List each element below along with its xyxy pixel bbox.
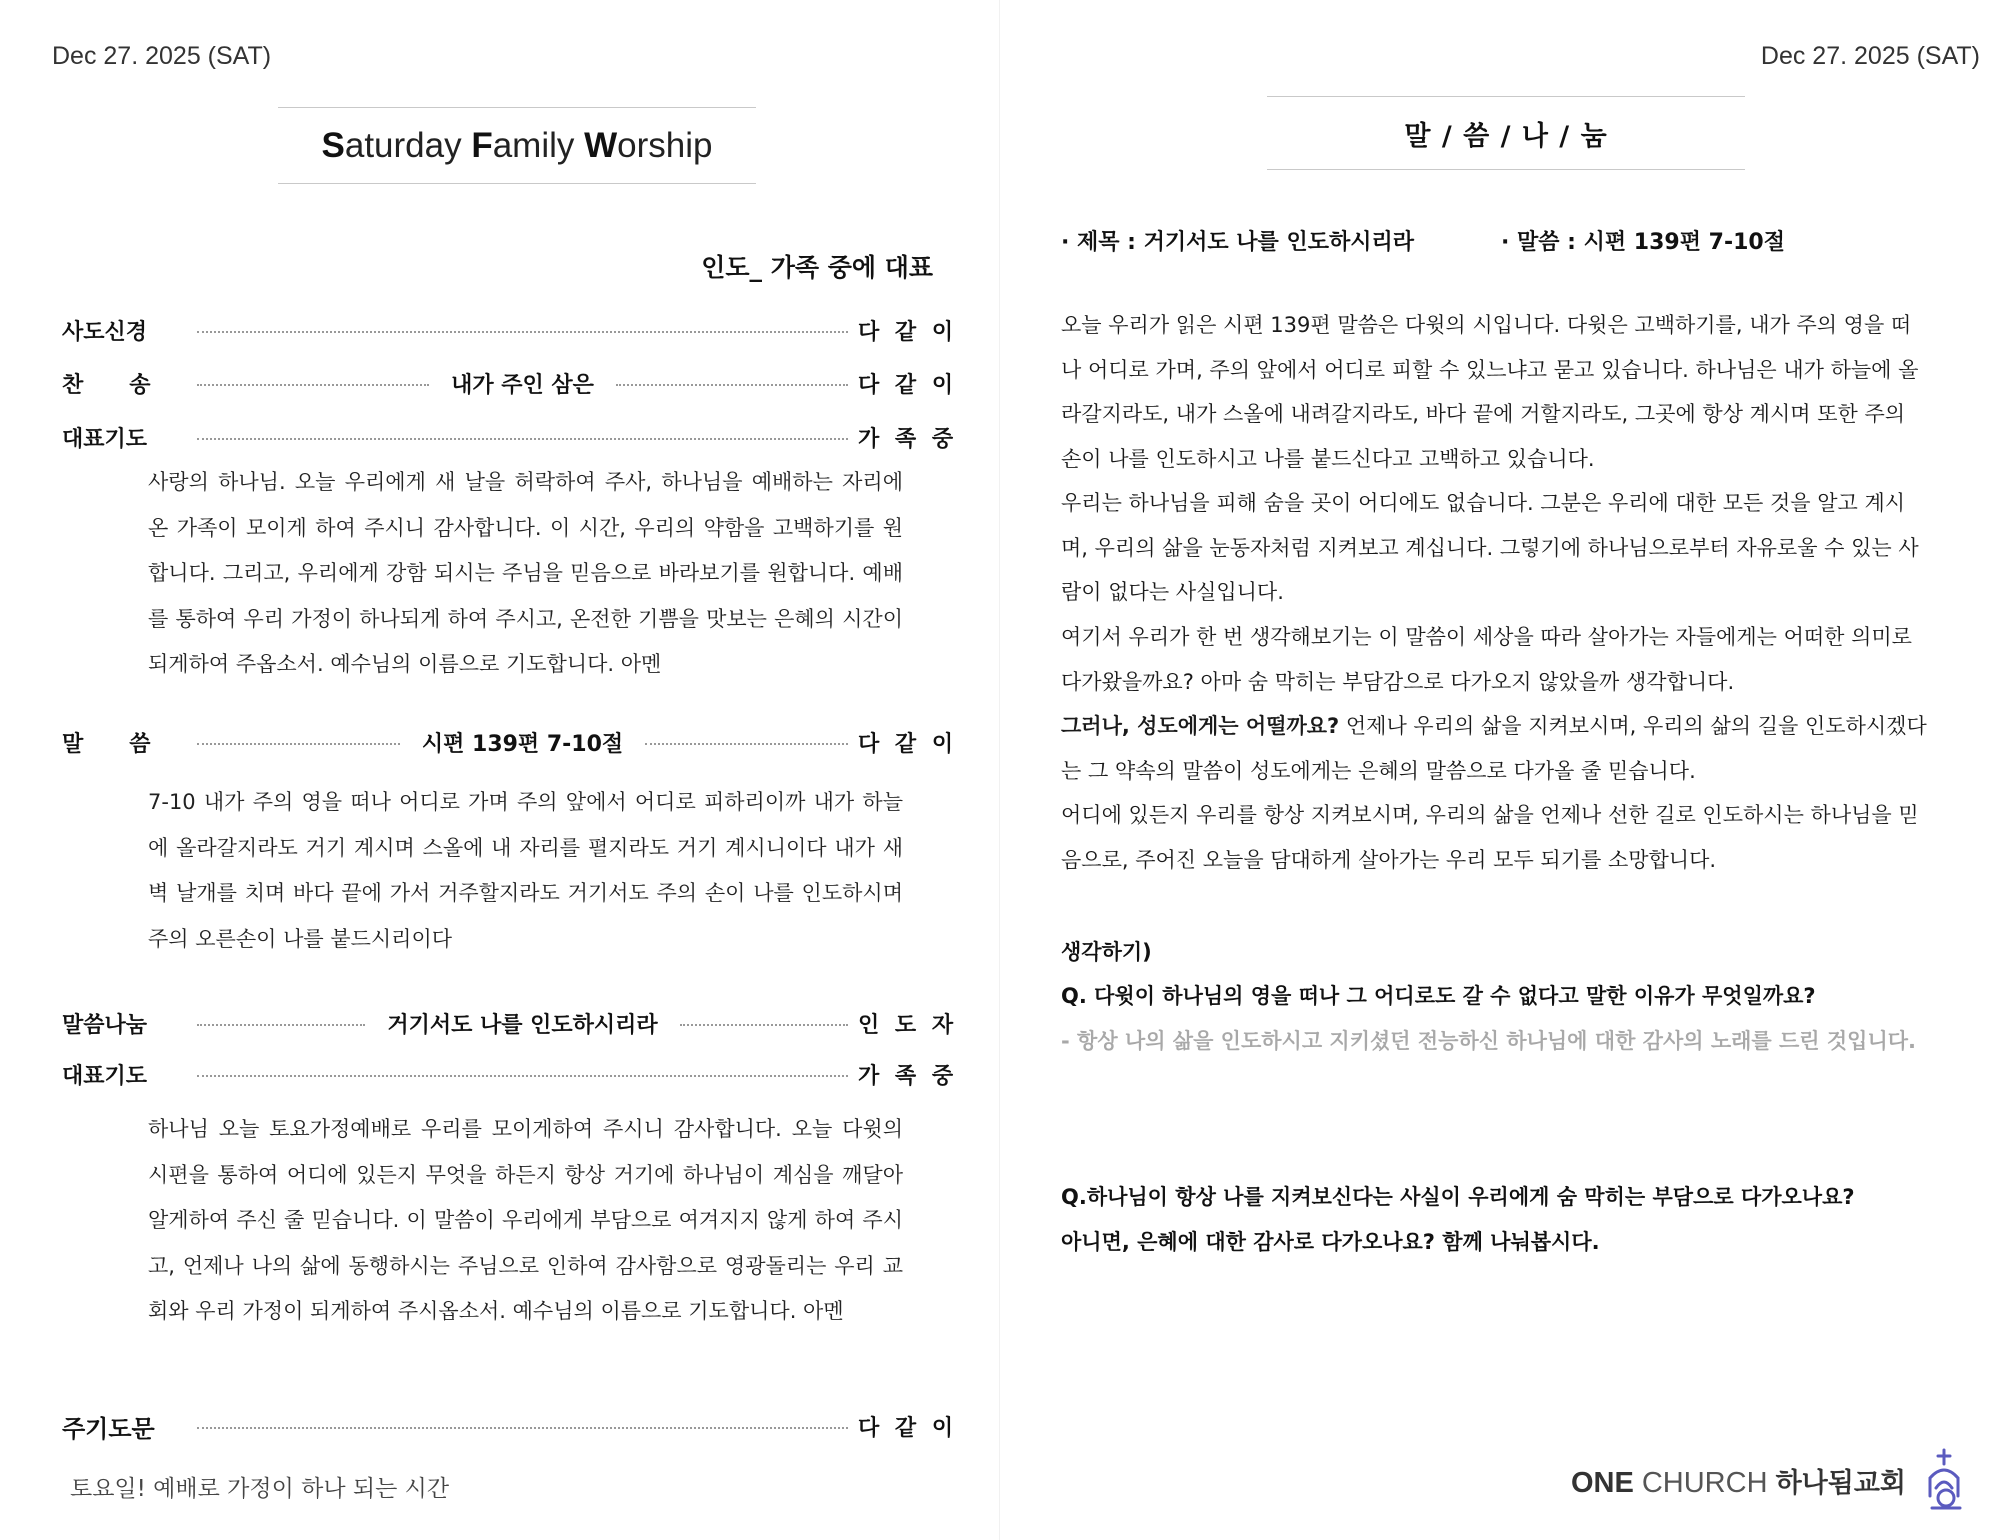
date-left: Dec 27. 2025 (SAT) (52, 42, 272, 70)
order-label: 대표기도 (62, 426, 148, 452)
sermon-paragraph-5: 어디에 있든지 우리를 항상 지켜보시며, 우리의 삶을 언제나 선한 길로 인도하시는 하나님을 믿음으로, 주어진 오늘을 담대하게 살아가는 우리 모두 되기를 소망합니다. (1061, 803, 1919, 872)
dotted-leader (197, 331, 848, 333)
order-row-lords-prayer (62, 1407, 958, 1445)
question-2-line-1: Q.하나님이 항상 나를 지켜보신다는 사실이 우리에게 숨 막히는 부담으로 다가오나요? (1061, 1185, 1855, 1209)
church-logo-text: ONE CHURCH 하나됨교회 (1570, 1466, 1906, 1499)
prayer-text-2: 하나님 오늘 토요가정예배로 우리를 모이게하여 주시니 감사합니다. 오늘 다윗의 시편을 통하여 어디에 있든지 무엇을 하든지 항상 거기에 하나님이 계심을 깨달아 알게하여 주신 줄 믿습니다. 이 말씀이 우리에게 부담으로 여겨지지 않게 하여 주시고, 언제나 나의 삶에 동행하시는 주님으로 인하여 감사함으로 영광돌리는 우리 교회와 우리 가정이 되게하여 주시옵소서. 예수님의 이름으로 기도합니다. 아멘 (148, 1117, 903, 1323)
sharing-title: 거기서도 나를 인도하시리라 (387, 1012, 658, 1038)
sermon-info (1061, 225, 1785, 256)
dotted-leader (680, 1024, 848, 1026)
dotted-leader (645, 743, 848, 745)
sermon-subject: · 제목 : 거기서도 나를 인도하시리라 (1061, 230, 1414, 255)
dotted-leader (197, 1024, 365, 1026)
scripture-text: 7-10 내가 주의 영을 떠나 어디로 가며 주의 앞에서 어디로 피하리이까 내가 하늘에 올라갈지라도 거기 계시며 스올에 내 자리를 펼지라도 거기 계시니이다 내가 새벽 날개를 치며 바다 끝에 가서 거주할지라도 거기서도 주의 손이 나를 인도하시며 주의 오른손이 나를 붙드시리이다 (148, 790, 903, 951)
question-2-line-2: 아니면, 은혜에 대한 감사로 다가오나요? 함께 나눠봅시다. (1061, 1230, 1600, 1254)
dotted-leader (197, 384, 429, 386)
order-who: 다 같 이 (858, 319, 958, 345)
sermon-passage: · 말씀 : 시편 139편 7-10절 (1501, 230, 1785, 255)
order-who: 다 같 이 (858, 372, 958, 398)
scripture-ref: 시편 139편 7-10절 (421, 731, 624, 757)
worship-title-box (278, 107, 756, 184)
order-label: 대표기도 (62, 1063, 148, 1089)
order-who: 인 도 자 (858, 1012, 958, 1038)
order-row-scripture (62, 723, 958, 761)
sermon-paragraph-4: 그러나, 성도에게는 어떨까요? 언제나 우리의 삶을 지켜보시며, 우리의 삶의 길을 인도하시겠다는 그 약속의 말씀이 성도에게는 은혜의 말씀으로 다가올 줄 믿습니다. (1061, 714, 1927, 783)
order-row-sharing (62, 1004, 958, 1042)
order-who: 다 같 이 (858, 1415, 958, 1441)
order-row-prayer-2 (62, 1055, 958, 1093)
sermon-paragraph-2: 우리는 하나님을 피해 숨을 곳이 어디에도 없습니다. 그분은 우리에 대한 모든 것을 알고 계시며, 우리의 삶을 눈동자처럼 지켜보고 계십니다. 그렇기에 하나님으로부터 자유로울 수 있는 사람이 없다는 사실입니다. (1061, 491, 1919, 604)
dotted-leader (197, 438, 848, 440)
order-label: 말 씀 (62, 731, 151, 757)
right-page (999, 0, 1998, 1540)
dotted-leader (197, 1427, 848, 1429)
dotted-leader (197, 743, 400, 745)
dotted-leader (197, 1075, 848, 1077)
church-cross-icon (1920, 1448, 1968, 1512)
prayer-text-1: 사랑의 하나님. 오늘 우리에게 새 날을 허락하여 주사, 하나님을 예배하는 자리에 온 가족이 모이게 하여 주시니 감사합니다. 이 시간, 우리의 약함을 고백하기를 원합니다. 그리고, 우리에게 강함 되시는 주님을 믿음으로 바라보기를 원합니다. 예배를 통하여 우리 가정이 하나되게 하여 주시고, 온전한 기쁨을 맛보는 은혜의 시간이 되게하여 주옵소서. 예수님의 이름으로 기도합니다. 아멘 (148, 470, 903, 676)
leader-note: 인도_ 가족 중에 대표 (701, 253, 933, 282)
order-row-creed (62, 311, 958, 349)
sharing-heading: 말 / 씀 / 나 / 눔 (1404, 120, 1608, 152)
date-right: Dec 27. 2025 (SAT) (1760, 42, 1980, 70)
sharing-title-box (1267, 96, 1745, 170)
order-who: 가 족 중 (858, 426, 958, 452)
sermon-paragraph-3: 여기서 우리가 한 번 생각해보기는 이 말씀이 세상을 따라 살아가는 자들에게는 어떠한 의미로 다가왔을까요? 아마 숨 막히는 부담감으로 다가오지 않았을까 생각합니다. (1061, 625, 1912, 694)
dotted-leader (616, 384, 848, 386)
hymn-title: 내가 주인 삼은 (451, 372, 594, 398)
order-row-prayer-1 (62, 418, 958, 456)
order-label: 사도신경 (62, 319, 148, 345)
order-label: 찬 송 (62, 372, 151, 398)
order-row-hymn (62, 364, 958, 402)
sermon-paragraph-1: 오늘 우리가 읽은 시편 139편 말씀은 다윗의 시입니다. 다윗은 고백하기를, 내가 주의 영을 떠나 어디로 가며, 주의 앞에서 어디로 피할 수 있느냐고 묻고 있습니다. 하나님은 내가 하늘에 올라갈지라도, 내가 스올에 내려갈지라도, 바다 끝에 거할지라도, 그곳에 항상 계시며 또한 주의 손이 나를 인도하시고 나를 붙드신다고 고백하고 있습니다. (1061, 313, 1919, 471)
think-label: 생각하기) (1061, 940, 1152, 964)
order-who: 가 족 중 (858, 1063, 958, 1089)
church-logo (1571, 1448, 1968, 1512)
answer-1: - 항상 나의 삶을 인도하시고 지키셨던 전능하신 하나님에 대한 감사의 노래를 드린 것입니다. (1061, 1029, 1917, 1053)
order-who: 다 같 이 (858, 731, 958, 757)
order-label: 주기도문 (62, 1414, 155, 1443)
worship-title: Saturday Family Worship (321, 125, 713, 165)
question-1: Q. 다윗이 하나님의 영을 떠나 그 어디로도 갈 수 없다고 말한 이유가 무엇일까요? (1061, 984, 1816, 1008)
order-label: 말씀나눔 (62, 1012, 148, 1038)
footer-slogan: 토요일! 예배로 가정이 하나 되는 시간 (70, 1476, 450, 1502)
